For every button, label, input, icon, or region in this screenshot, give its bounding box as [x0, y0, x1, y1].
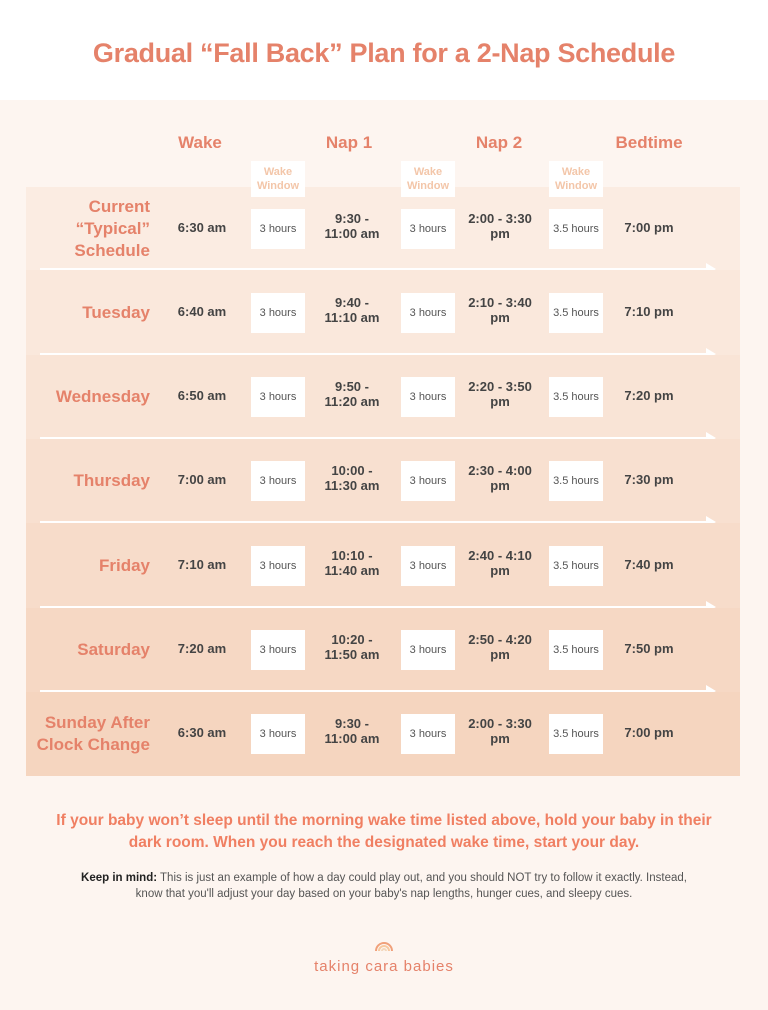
wake-time: 7:20 am — [177, 641, 227, 656]
wake-window-1: 3 hours — [251, 461, 305, 501]
instruction-note — [0, 810, 768, 854]
wake-window-1: 3 hours — [251, 714, 305, 754]
schedule-row — [26, 523, 740, 608]
column-header-nap1: Nap 1 — [325, 133, 373, 152]
nap1-time: 9:40 - 11:10 am — [324, 294, 380, 325]
schedule-row — [26, 692, 740, 776]
logo-text: taking cara babies — [314, 958, 454, 975]
keep-text: This is just an example of how a day could play out, and you should NOT try to follow it exactly. Instead, know that you'll adjust your day based on your baby's nap lengths, hunger cues, and sleepy cues. — [135, 872, 687, 900]
nap2-time: 2:40 - 4:10 pm — [468, 547, 532, 578]
schedule-row — [26, 270, 740, 355]
wake-window-2: 3 hours — [401, 377, 455, 417]
nap2-time: 2:10 - 3:40 pm — [468, 294, 532, 325]
wake-window-3: 3.5 hours — [549, 377, 603, 417]
column-header-wake-window: Wake Window — [251, 161, 305, 197]
keep-in-mind — [0, 870, 768, 902]
wake-window-2: 3 hours — [401, 293, 455, 333]
nap1-time: 10:10 - 11:40 am — [324, 547, 380, 578]
nap1-time: 9:50 - 11:20 am — [324, 379, 380, 409]
bedtime: 7:00 pm — [624, 725, 674, 740]
wake-time: 6:30 am — [177, 725, 227, 740]
bedtime: 7:50 pm — [624, 641, 674, 656]
bedtime: 7:00 pm — [624, 219, 674, 235]
wake-time: 7:10 am — [177, 556, 227, 572]
note-text: If your baby won’t sleep until the morning wake time listed above, hold your baby in their dark room. When you reach the designated wake time, start your day. — [56, 812, 712, 851]
wake-window-3: 3.5 hours — [549, 546, 603, 586]
schedule-row — [26, 187, 740, 270]
nap1-time: 10:20 - 11:50 am — [324, 632, 380, 662]
schedule-row — [26, 439, 740, 523]
brand-logo — [0, 937, 768, 975]
nap1-time: 10:00 - 11:30 am — [324, 463, 380, 493]
wake-window-2: 3 hours — [401, 461, 455, 501]
wake-window-2: 3 hours — [401, 546, 455, 586]
wake-window-3: 3.5 hours — [549, 209, 603, 249]
bedtime: 7:20 pm — [624, 388, 674, 403]
nap2-time: 2:30 - 4:00 pm — [468, 463, 532, 493]
wake-time: 7:00 am — [177, 472, 227, 487]
nap2-time: 2:00 - 3:30 pm — [468, 716, 532, 746]
bedtime: 7:30 pm — [624, 472, 674, 487]
nap2-time: 2:00 - 3:30 pm — [468, 210, 532, 241]
page-title: Gradual “Fall Back” Plan for a 2-Nap Schedule — [92, 38, 676, 68]
nap1-time: 9:30 - 11:00 am — [324, 716, 380, 746]
row-label: Friday — [98, 555, 150, 575]
row-label: Wednesday — [55, 387, 150, 406]
nap2-time: 2:50 - 4:20 pm — [468, 632, 532, 662]
wake-window-3: 3.5 hours — [549, 293, 603, 333]
rainbow-icon — [374, 937, 394, 951]
wake-window-3: 3.5 hours — [549, 630, 603, 670]
wake-time: 6:40 am — [177, 303, 227, 319]
column-header-nap2: Nap 2 — [475, 133, 523, 152]
bedtime: 7:40 pm — [624, 556, 674, 572]
wake-window-3: 3.5 hours — [549, 714, 603, 754]
row-label: Sunday After Clock Change — [36, 713, 150, 754]
row-label: Saturday — [77, 640, 150, 659]
wake-window-1: 3 hours — [251, 293, 305, 333]
wake-time: 6:30 am — [177, 219, 227, 235]
wake-time: 6:50 am — [177, 388, 227, 403]
schedule-table — [26, 187, 740, 776]
row-label: Tuesday — [82, 302, 150, 322]
wake-window-2: 3 hours — [401, 209, 455, 249]
nap2-time: 2:20 - 3:50 pm — [468, 379, 532, 409]
column-header-wake-window: Wake Window — [401, 161, 455, 197]
wake-window-3: 3.5 hours — [549, 461, 603, 501]
keep-label: Keep in mind: — [81, 872, 158, 884]
column-header-wake: Wake — [178, 133, 222, 152]
schedule-row — [26, 608, 740, 692]
wake-window-1: 3 hours — [251, 630, 305, 670]
wake-window-1: 3 hours — [251, 209, 305, 249]
column-header-bedtime: Bedtime — [615, 133, 683, 152]
wake-window-2: 3 hours — [401, 630, 455, 670]
bedtime: 7:10 pm — [624, 303, 674, 319]
row-label: Thursday — [73, 471, 150, 490]
wake-window-2: 3 hours — [401, 714, 455, 754]
wake-window-1: 3 hours — [251, 377, 305, 417]
schedule-row — [26, 355, 740, 439]
column-header-wake-window: Wake Window — [549, 161, 603, 197]
wake-window-1: 3 hours — [251, 546, 305, 586]
nap1-time: 9:30 - 11:00 am — [324, 210, 380, 241]
row-label: Current “Typical” Schedule — [74, 196, 150, 260]
